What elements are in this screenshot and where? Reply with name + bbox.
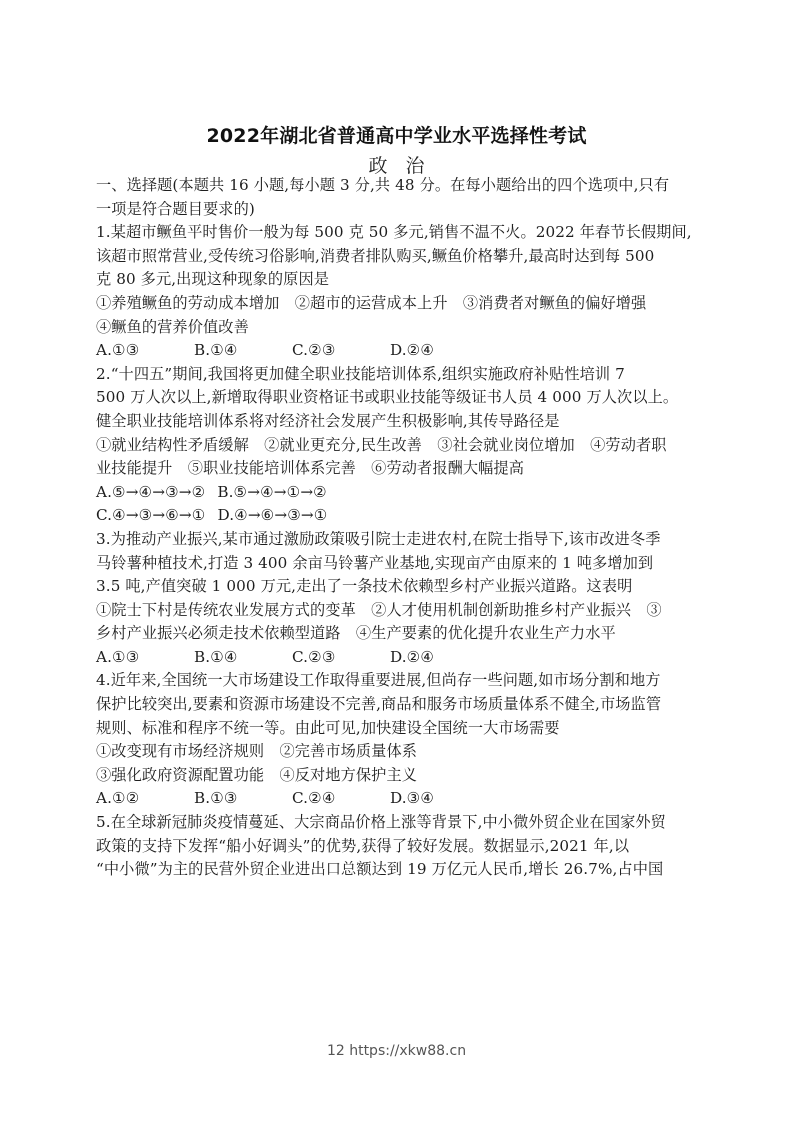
question-3 (96, 528, 702, 670)
question-stem: 3.为推动产业振兴,某市通过激励政策吸引院士走进农村,在院士指导下,该市改进冬季 (96, 529, 661, 548)
question-2 (96, 363, 702, 528)
question-stem: 1.某超市鳜鱼平时售价一般为每 500 克 50 多元,销售不温不火。2022 年春节长假期间, (96, 223, 692, 242)
section-instruction: 一项是符合题目要求的) (96, 199, 255, 218)
option-d: D.②④ (390, 647, 435, 666)
question-statements: ③强化政府资源配置功能 ④反对地方保护主义 (96, 765, 418, 784)
question-statements: ①就业结构性矛盾缓解 ②就业更充分,民生改善 ③社会就业岗位增加 ④劳动者职 (96, 435, 667, 454)
option-d: D.②④ (390, 341, 435, 360)
answer-options (96, 339, 702, 363)
question-stem: 4.近年来,全国统一大市场建设工作取得重要进展,但尚存一些问题,如市场分割和地方 (96, 671, 661, 690)
answer-options (96, 481, 702, 505)
option-b: B.①③ (194, 789, 238, 808)
question-stem: 3.5 吨,产值突破 1 000 万元,走出了一条技术依赖型乡村产业振兴道路。这表明 (96, 577, 633, 596)
option-b: B.①④ (194, 341, 238, 360)
question-statements: ①改变现有市场经济规则 ②完善市场质量体系 (96, 742, 418, 761)
question-statements: ①院士下村是传统农业发展方式的变革 ②人才使用机制创新助推乡村产业振兴 ③ (96, 600, 662, 619)
question-stem: 5.在全球新冠肺炎疫情蔓延、大宗商品价格上涨等背景下,中小微外贸企业在国家外贸 (96, 813, 666, 832)
option-d: D.③④ (390, 789, 435, 808)
exam-title: 2022年湖北省普通高中学业水平选择性考试 (206, 125, 587, 147)
question-stem: 克 80 多元,出现这种现象的原因是 (96, 270, 330, 289)
question-statements: ④鳜鱼的营养价值改善 (96, 317, 249, 336)
question-stem: 保护比较突出,要素和资源市场建设不完善,商品和服务市场质量体系不健全,市场监管 (96, 695, 662, 714)
option-c: C.②③ (292, 341, 336, 360)
option-a: A.①③ (96, 341, 140, 360)
option-d: D.④→⑥→③→① (217, 506, 328, 525)
answer-options (96, 504, 702, 528)
question-5 (96, 811, 702, 882)
question-stem: 该超市照常营业,受传统习俗影响,消费者排队购买,鳜鱼价格攀升,最高时达到每 500 (96, 246, 655, 265)
subject-heading: 政治 (368, 155, 443, 177)
answer-options (96, 787, 702, 811)
question-statements: ①养殖鳜鱼的劳动成本增加 ②超市的运营成本上升 ③消费者对鳜鱼的偏好增强 (96, 293, 647, 312)
exam-body (96, 174, 702, 882)
question-statements: 乡村产业振兴必须走技术依赖型道路 ④生产要素的优化提升农业生产力水平 (96, 624, 616, 643)
question-stem: 健全职业技能培训体系将对经济社会发展产生积极影响,其传导路径是 (96, 411, 560, 430)
option-b: B.⑤→④→①→② (217, 482, 327, 501)
question-stem: 2.“十四五”期间,我国将更加健全职业技能培训体系,组织实施政府补贴性培训 7 (96, 364, 625, 383)
option-c: C.②③ (292, 647, 336, 666)
option-a: A.⑤→④→③→② (96, 482, 206, 501)
question-stem: 政策的支持下发挥“船小好调头”的优势,获得了较好发展。数据显示,2021 年,以 (96, 836, 630, 855)
question-stem: 500 万人次以上,新增取得职业资格证书或职业技能等级证书人员 4 000 万人次以上。 (96, 388, 679, 407)
section-instruction: 一、选择题(本题共 16 小题,每小题 3 分,共 48 分。在每小题给出的四个选项中,只有 (96, 176, 670, 194)
answer-options (96, 646, 702, 670)
question-stem: 马铃薯种植技术,打造 3 400 余亩马铃薯产业基地,实现亩产由原来的 1 吨多增加到 (96, 553, 654, 572)
question-1 (96, 221, 702, 363)
option-a: A.①② (96, 789, 140, 808)
option-a: A.①③ (96, 647, 140, 666)
question-stem: “中小微”为主的民营外贸企业进出口总额达到 19 万亿元人民币,增长 26.7%,占中国 (96, 860, 664, 879)
option-c: C.②④ (292, 789, 336, 808)
question-stem: 规则、标准和程序不统一等。由此可见,加快建设全国统一大市场需要 (96, 718, 560, 737)
option-b: B.①④ (194, 647, 238, 666)
question-statements: 业技能提升 ⑤职业技能培训体系完善 ⑥劳动者报酬大幅提高 (96, 459, 525, 478)
option-c: C.④→③→⑥→① (96, 506, 206, 525)
question-4 (96, 669, 702, 811)
page-footer: 12 https://xkw88.cn (326, 1043, 467, 1059)
